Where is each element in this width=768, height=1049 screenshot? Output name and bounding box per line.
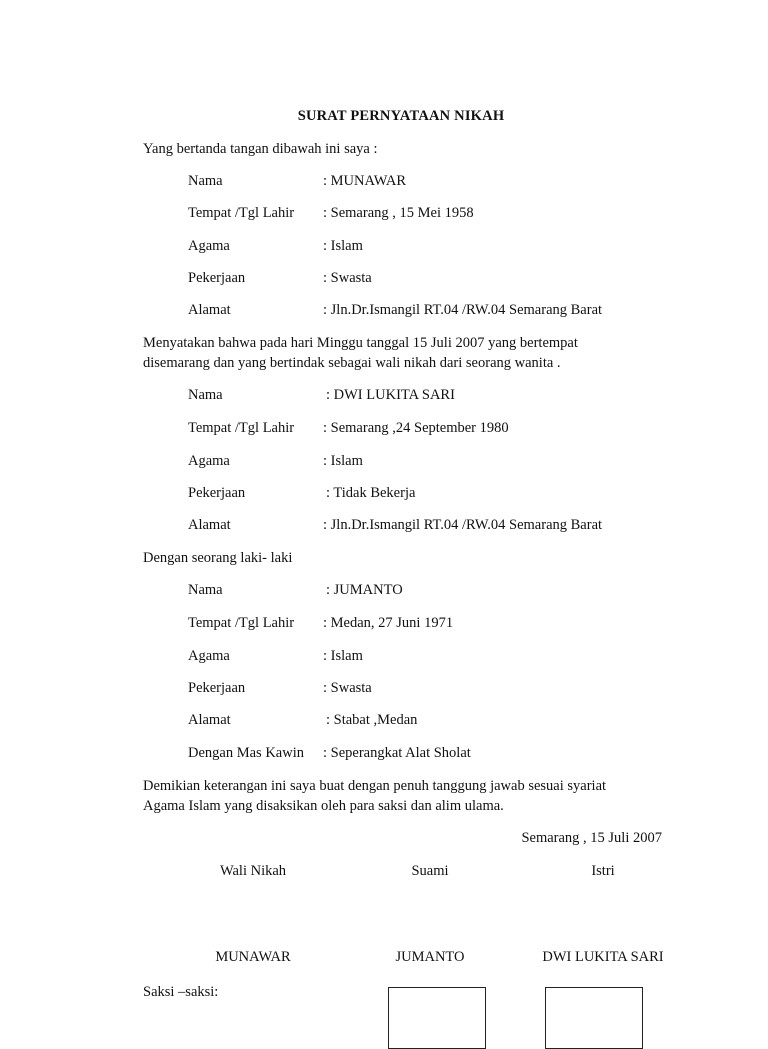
field-label: Nama xyxy=(188,582,223,598)
field-value: : Swasta xyxy=(323,680,372,696)
field-value: : Stabat ,Medan xyxy=(326,712,418,728)
field-label: Pekerjaan xyxy=(188,270,246,286)
field-label: Nama xyxy=(188,173,223,189)
intro-text: Yang bertanda tangan dibawah ini saya : xyxy=(143,141,378,157)
field-value: : Medan, 27 Juni 1971 xyxy=(323,615,454,631)
field-label: Pekerjaan xyxy=(188,680,246,696)
document-title: SURAT PERNYATAAN NIKAH xyxy=(297,108,505,124)
field-value: : Islam xyxy=(323,453,363,469)
field-label: Alamat xyxy=(188,712,231,728)
field-value: : Islam xyxy=(323,238,363,254)
witness-signature-box xyxy=(388,987,486,1049)
witness-signature-box xyxy=(545,987,643,1049)
field-label: Alamat xyxy=(188,517,231,533)
signature-role-wali: Wali Nikah xyxy=(219,863,287,879)
groom-intro-text: Dengan seorang laki- laki xyxy=(143,550,293,566)
closing-line-2: Agama Islam yang disaksikan oleh para saksi dan alim ulama. xyxy=(143,798,504,814)
signature-name-wali: MUNAWAR xyxy=(215,949,291,965)
signature-name-suami: JUMANTO xyxy=(395,949,465,965)
field-value: : Seperangkat Alat Sholat xyxy=(323,745,471,761)
statement-line-1: Menyatakan bahwa pada hari Minggu tanggal 15 Juli 2007 yang bertempat xyxy=(143,335,578,351)
field-value: : Semarang , 15 Mei 1958 xyxy=(323,205,474,221)
field-value: : JUMANTO xyxy=(326,582,403,598)
field-label: Dengan Mas Kawin xyxy=(188,745,304,761)
field-value: : Swasta xyxy=(323,270,372,286)
signature-role-istri: Istri xyxy=(591,863,615,879)
place-date: Semarang , 15 Juli 2007 xyxy=(521,830,662,846)
field-label: Alamat xyxy=(188,302,231,318)
field-label: Tempat /Tgl Lahir xyxy=(188,420,295,436)
closing-line-1: Demikian keterangan ini saya buat dengan penuh tanggung jawab sesuai syariat xyxy=(143,778,607,794)
field-label: Tempat /Tgl Lahir xyxy=(188,615,295,631)
statement-line-2: disemarang dan yang bertindak sebagai wali nikah dari seorang wanita . xyxy=(143,355,561,371)
witness-label: Saksi –saksi: xyxy=(143,984,219,1000)
signature-name-istri: DWI LUKITA SARI xyxy=(542,949,664,965)
field-label: Nama xyxy=(188,387,223,403)
field-value: : Jln.Dr.Ismangil RT.04 /RW.04 Semarang Barat xyxy=(323,302,603,318)
signature-role-suami: Suami xyxy=(411,863,449,879)
field-value: : MUNAWAR xyxy=(323,173,407,189)
field-value: : DWI LUKITA SARI xyxy=(326,387,455,403)
field-label: Agama xyxy=(188,238,230,254)
field-label: Pekerjaan xyxy=(188,485,246,501)
field-label: Agama xyxy=(188,648,230,664)
field-value: : Islam xyxy=(323,648,363,664)
field-value: : Semarang ,24 September 1980 xyxy=(323,420,509,436)
field-value: : Tidak Bekerja xyxy=(326,485,416,501)
field-value: : Jln.Dr.Ismangil RT.04 /RW.04 Semarang Barat xyxy=(323,517,603,533)
field-label: Agama xyxy=(188,453,230,469)
field-label: Tempat /Tgl Lahir xyxy=(188,205,295,221)
